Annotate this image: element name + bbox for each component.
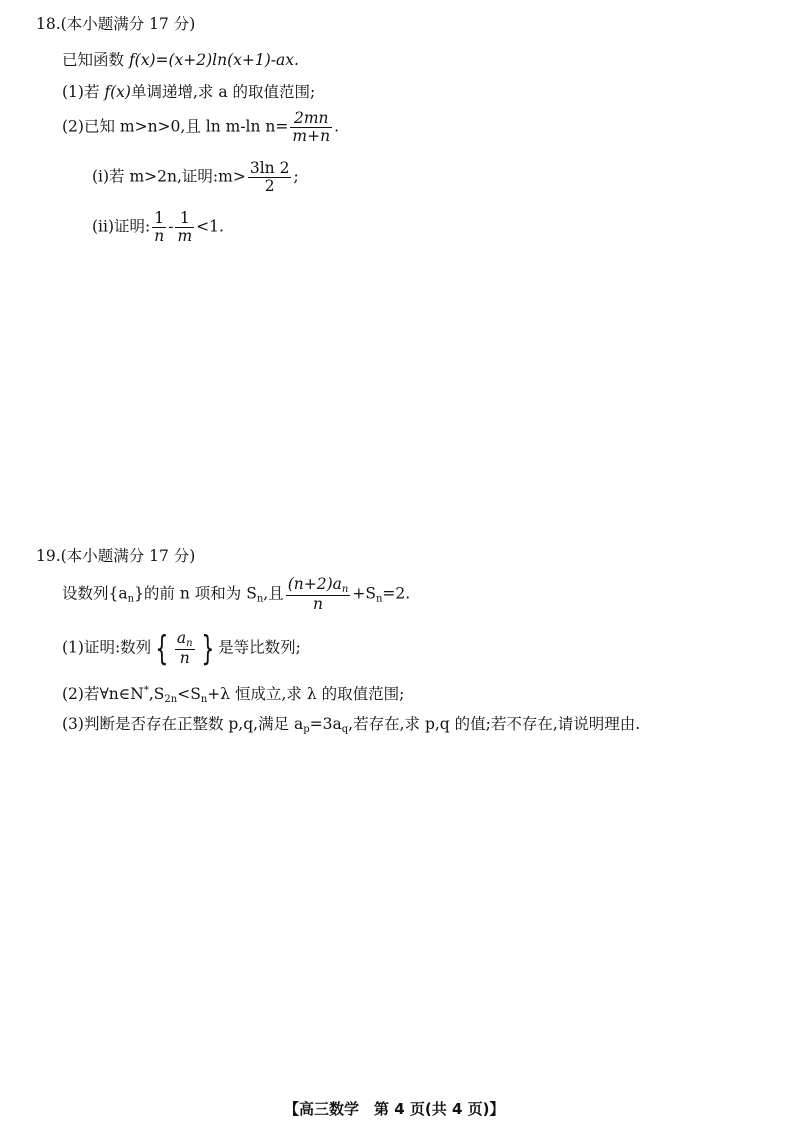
q19-p3-sub2: q [341, 724, 349, 735]
q18-part1 [62, 80, 315, 102]
right-brace-icon: } [200, 628, 214, 669]
q18-pii-num2: 1 [175, 210, 194, 228]
q18-pii-den2: m [177, 227, 193, 246]
q18-pi-den: 2 [264, 177, 275, 196]
q18-pii-num1: 1 [152, 210, 166, 228]
q19-p1-num-text: a [176, 629, 187, 647]
q19-stem-end: =2. [382, 584, 411, 603]
q19-p2-sub2: n [200, 694, 208, 705]
q18-part2 [62, 110, 339, 145]
q18-pii-suffix: <1. [196, 217, 224, 236]
q18-p2-prefix: (2)已知 m>n>0,且 ln m-ln n= [62, 117, 289, 136]
q18-pii-fraction-2 [175, 210, 194, 245]
q18-p2-fraction [290, 110, 332, 145]
q19-stem-sub1: n [127, 593, 135, 605]
q19-p1-den: n [179, 649, 190, 667]
q18-pii-prefix: (ii)证明: [92, 217, 151, 236]
q18-pii-den1: n [154, 227, 165, 246]
q18-pii-minus: - [168, 217, 174, 236]
q18-pi-num: 3ln 2 [249, 159, 290, 177]
q18-pi-suffix: ; [293, 167, 299, 186]
left-brace-icon: { [155, 628, 169, 669]
q18-pii-fraction-1 [152, 210, 166, 245]
q18-p2-suffix: . [334, 117, 340, 136]
page-footer: 【高三数学 第 4 页(共 4 页)】 [284, 1100, 505, 1118]
q18-pi-fraction [248, 160, 292, 195]
q18-stem [62, 48, 299, 70]
q19-stem-num-text: (n+2)a [287, 575, 342, 593]
q18-p1-prefix: (1)若 [62, 83, 105, 101]
q18-stem-prefix: 已知函数 [62, 51, 129, 69]
q19-p3-sub1: p [303, 724, 310, 735]
q18-p1-suffix: 单调递增,求 a 的取值范围; [130, 83, 316, 101]
q18-stem-function: f(x)=(x+2)ln(x+1)-ax. [128, 51, 299, 69]
q19-p2-sup: * [143, 685, 149, 696]
q19-p2-mid: ,S [148, 685, 165, 703]
q19-part1 [62, 630, 301, 667]
q18-part-ii [92, 210, 224, 245]
q19-p2-prefix: (2)若∀n∈N [62, 685, 144, 703]
q19-p3-mid: =3a [309, 715, 342, 733]
q19-p1-prefix: (1)证明:数列 [62, 638, 152, 657]
q19-p3-prefix: (3)判断是否存在正整数 p,q,满足 a [62, 715, 304, 733]
q19-p2-suffix: +λ 恒成立,求 λ 的取值范围; [207, 685, 405, 703]
q19-stem-fraction [286, 576, 351, 613]
q19-stem-prefix: 设数列{a [62, 584, 128, 603]
q19-p2-mid2: <S [177, 685, 201, 703]
q18-p1-fn: f(x) [104, 83, 131, 101]
q19-stem-sub3: n [375, 593, 383, 605]
q18-p2-den: m+n [292, 127, 331, 146]
q19-p1-num-sub: n [186, 638, 193, 649]
q19-stem-mid: }的前 n 项和为 S [134, 584, 257, 603]
q18-p2-num: 2mn [290, 110, 332, 128]
q19-stem-suffix: +S [352, 584, 376, 603]
q19-stem-den: n [313, 595, 323, 613]
q18-pi-prefix: (i)若 m>2n,证明:m> [92, 167, 246, 186]
q19-stem [62, 576, 410, 613]
q19-stem-num-sub: n [341, 584, 349, 595]
q19-stem-sub2: n [256, 593, 264, 605]
q18-part-i [92, 160, 299, 195]
q19-p2-sub1: 2n [164, 694, 178, 705]
q19-part2 [62, 682, 404, 705]
q19-stem-mid2: ,且 [263, 584, 284, 603]
q19-part3 [62, 712, 640, 735]
q19-stem-num [286, 576, 351, 596]
q19-p1-suffix: 是等比数列; [218, 638, 301, 657]
q19-p3-suffix: ,若存在,求 p,q 的值;若不存在,请说明理由. [348, 715, 641, 733]
q18-heading: 18.(本小题满分 17 分) [36, 15, 196, 33]
q19-p1-num [175, 630, 195, 650]
q19-p1-fraction [175, 630, 195, 667]
q19-heading: 19.(本小题满分 17 分) [36, 547, 196, 565]
